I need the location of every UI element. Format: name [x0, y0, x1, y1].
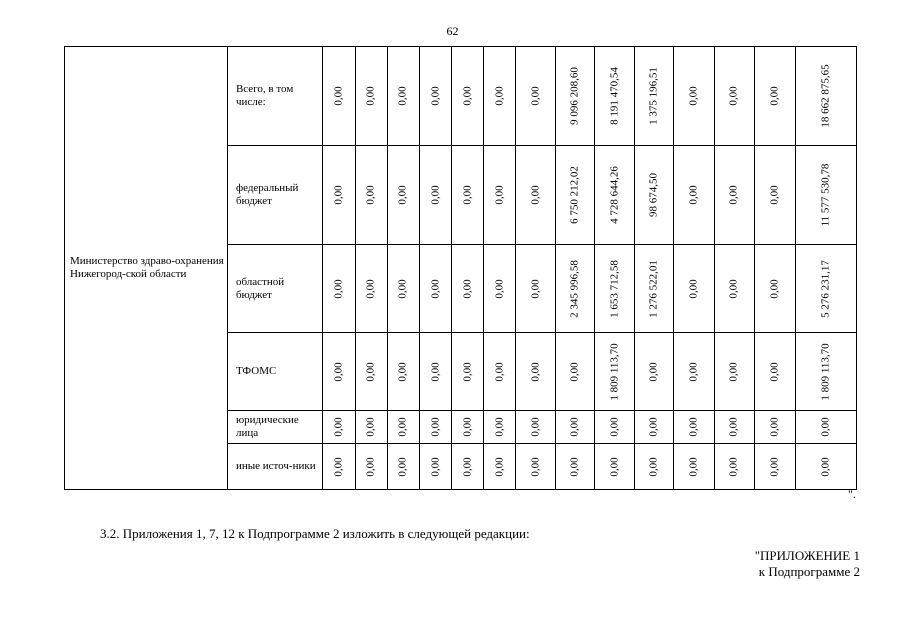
value-text: 0,00 — [768, 456, 781, 477]
value-cell — [355, 333, 387, 411]
value-cell — [452, 245, 484, 333]
value-cell — [634, 47, 673, 146]
value-cell — [484, 411, 516, 444]
value-text: 0,00 — [568, 417, 581, 437]
funding-table — [64, 46, 857, 490]
value-cell — [419, 333, 451, 411]
value-text: 0,00 — [529, 185, 542, 205]
page-number: 62 — [446, 24, 459, 38]
value-text: 0,00 — [364, 456, 377, 477]
value-text: 0,00 — [687, 185, 700, 205]
value-text: 0,00 — [332, 278, 345, 299]
value-cell — [755, 47, 795, 146]
value-cell — [674, 146, 714, 245]
value-cell — [419, 411, 451, 444]
value-text: 0,00 — [608, 456, 621, 477]
value-text: 0,00 — [396, 185, 409, 205]
value-cell — [795, 333, 856, 411]
value-text: 9 096 208,60 — [568, 67, 581, 125]
value-text: 0,00 — [493, 417, 506, 437]
value-cell — [555, 444, 594, 490]
value-text: 1 653 712,58 — [608, 259, 621, 318]
value-text: 0,00 — [461, 278, 474, 299]
value-cell — [355, 146, 387, 245]
value-text: 0,00 — [727, 86, 740, 106]
value-text: 0,00 — [364, 278, 377, 299]
value-cell — [516, 245, 555, 333]
value-text: 0,00 — [332, 185, 345, 205]
value-cell — [387, 245, 419, 333]
funding-source-cell: федеральный бюджет — [227, 146, 322, 245]
value-text: 0,00 — [332, 417, 345, 437]
value-cell — [714, 146, 754, 245]
value-cell — [795, 146, 856, 245]
value-cell — [595, 47, 634, 146]
value-cell — [419, 245, 451, 333]
value-cell — [634, 333, 673, 411]
value-cell — [795, 245, 856, 333]
value-cell — [355, 245, 387, 333]
value-text: 2 345 996,58 — [568, 259, 581, 318]
value-text: 0,00 — [364, 361, 377, 382]
value-text: 0,00 — [396, 278, 409, 299]
value-text: 0,00 — [568, 361, 581, 382]
funding-source-cell: областной бюджет — [227, 245, 322, 333]
value-cell — [595, 146, 634, 245]
value-cell — [516, 411, 555, 444]
value-cell — [555, 245, 594, 333]
value-text: 0,00 — [647, 417, 660, 437]
funding-source-cell: иные источ-ники — [227, 444, 322, 490]
value-cell — [323, 444, 355, 490]
value-cell — [714, 333, 754, 411]
value-cell — [755, 411, 795, 444]
value-cell — [674, 333, 714, 411]
value-text: 1 375 196,51 — [647, 67, 660, 125]
value-cell — [323, 411, 355, 444]
value-cell — [674, 444, 714, 490]
value-cell — [484, 146, 516, 245]
value-cell — [555, 47, 594, 146]
value-cell — [555, 411, 594, 444]
value-text: 0,00 — [493, 456, 506, 477]
value-text: 0,00 — [461, 361, 474, 382]
value-cell — [516, 333, 555, 411]
value-cell — [516, 444, 555, 490]
value-cell — [714, 411, 754, 444]
value-cell — [419, 146, 451, 245]
value-cell — [452, 47, 484, 146]
appendix-line-1: "ПРИЛОЖЕНИЕ 1 — [754, 548, 860, 563]
value-cell — [387, 146, 419, 245]
value-text: 0,00 — [396, 417, 409, 437]
value-text: 0,00 — [727, 185, 740, 205]
value-cell — [452, 444, 484, 490]
value-text: 98 674,50 — [647, 173, 660, 217]
value-text: 1 809 113,70 — [819, 342, 832, 401]
value-text: 0,00 — [461, 417, 474, 437]
value-cell — [634, 444, 673, 490]
value-cell — [674, 411, 714, 444]
value-text: 0,00 — [461, 456, 474, 477]
value-cell — [484, 245, 516, 333]
value-cell — [634, 411, 673, 444]
value-cell — [323, 47, 355, 146]
organization-cell: Министерство здраво-охранения Нижегород-ской области — [65, 47, 228, 490]
value-text: 0,00 — [687, 456, 700, 477]
value-text: 0,00 — [687, 361, 700, 382]
value-text: 0,00 — [529, 456, 542, 477]
value-cell — [795, 411, 856, 444]
value-cell — [795, 47, 856, 146]
value-text: 0,00 — [396, 361, 409, 382]
value-cell — [387, 411, 419, 444]
value-cell — [323, 245, 355, 333]
value-text: 18 662 875,65 — [819, 64, 832, 128]
appendix-heading — [755, 548, 860, 580]
value-text: 8 191 470,54 — [608, 67, 621, 125]
value-cell — [355, 411, 387, 444]
funding-source-cell: юридические лица — [227, 411, 322, 444]
value-text: 0,00 — [332, 456, 345, 477]
value-text: 0,00 — [819, 456, 832, 477]
value-text: 0,00 — [687, 86, 700, 106]
value-cell — [755, 333, 795, 411]
value-text: 1 809 113,70 — [608, 342, 621, 401]
value-cell — [484, 444, 516, 490]
value-cell — [387, 47, 419, 146]
value-cell — [595, 333, 634, 411]
value-cell — [674, 245, 714, 333]
value-text: 0,00 — [332, 86, 345, 106]
funding-source-cell: Всего, в том числе: — [227, 47, 322, 146]
value-text: 0,00 — [568, 456, 581, 477]
value-text: 0,00 — [687, 417, 700, 437]
value-text: 0,00 — [332, 361, 345, 382]
value-cell — [714, 245, 754, 333]
value-text: 0,00 — [429, 456, 442, 477]
value-text: 0,00 — [727, 361, 740, 382]
value-cell — [595, 411, 634, 444]
value-text: 0,00 — [461, 86, 474, 106]
value-cell — [387, 333, 419, 411]
value-cell — [755, 245, 795, 333]
value-text: 0,00 — [364, 185, 377, 205]
value-cell — [634, 146, 673, 245]
funding-source-cell: ТФОМС — [227, 333, 322, 411]
value-text: 0,00 — [529, 86, 542, 106]
value-cell — [555, 333, 594, 411]
value-cell — [595, 245, 634, 333]
value-text: 0,00 — [429, 86, 442, 106]
value-text: 0,00 — [529, 361, 542, 382]
value-cell — [419, 47, 451, 146]
value-cell — [419, 444, 451, 490]
value-cell — [595, 444, 634, 490]
value-text: 0,00 — [364, 86, 377, 106]
instruction-text: 3.2. Приложения 1, 7, 12 к Подпрограмме 2 изложить в следующей редакции: — [100, 526, 530, 541]
appendix-line-2: к Подпрограмме 2 — [758, 564, 860, 579]
value-text: 0,00 — [429, 185, 442, 205]
value-cell — [795, 444, 856, 490]
value-text: 0,00 — [687, 278, 700, 299]
value-cell — [452, 333, 484, 411]
value-text: 4 728 644,26 — [608, 166, 621, 224]
value-text: 0,00 — [529, 278, 542, 299]
value-cell — [755, 444, 795, 490]
table-row — [65, 47, 857, 146]
value-text: 0,00 — [768, 86, 781, 106]
value-cell — [516, 47, 555, 146]
value-cell — [387, 444, 419, 490]
value-text: 0,00 — [768, 361, 781, 382]
value-text: 0,00 — [493, 86, 506, 106]
value-cell — [323, 146, 355, 245]
value-text: 0,00 — [493, 185, 506, 205]
value-cell — [355, 47, 387, 146]
value-cell — [634, 245, 673, 333]
value-text: 1 276 522,01 — [647, 259, 660, 318]
value-text: 6 750 212,02 — [568, 166, 581, 224]
value-cell — [674, 47, 714, 146]
value-cell — [323, 333, 355, 411]
value-text: 0,00 — [396, 86, 409, 106]
value-cell — [714, 444, 754, 490]
value-text: 0,00 — [768, 185, 781, 205]
value-text: 0,00 — [647, 456, 660, 477]
value-text: 0,00 — [819, 417, 832, 437]
value-text: 0,00 — [461, 185, 474, 205]
value-cell — [714, 47, 754, 146]
value-cell — [484, 333, 516, 411]
value-text: 0,00 — [529, 417, 542, 437]
value-text: 0,00 — [608, 417, 621, 437]
value-cell — [452, 146, 484, 245]
value-text: 0,00 — [647, 361, 660, 382]
value-cell — [555, 146, 594, 245]
value-text: 0,00 — [768, 278, 781, 299]
value-text: 0,00 — [727, 417, 740, 437]
value-text: 0,00 — [493, 278, 506, 299]
value-text: 0,00 — [768, 417, 781, 437]
value-cell — [516, 146, 555, 245]
value-cell — [355, 444, 387, 490]
value-text: 0,00 — [364, 417, 377, 437]
closing-quote: ". — [848, 487, 856, 501]
value-text: 0,00 — [727, 456, 740, 477]
value-text: 5 276 231,17 — [819, 259, 832, 318]
value-cell — [452, 411, 484, 444]
value-cell — [755, 146, 795, 245]
value-text: 11 577 530,78 — [819, 163, 832, 227]
value-text: 0,00 — [727, 278, 740, 299]
value-text: 0,00 — [493, 361, 506, 382]
value-text: 0,00 — [429, 361, 442, 382]
value-cell — [484, 47, 516, 146]
value-text: 0,00 — [429, 278, 442, 299]
value-text: 0,00 — [396, 456, 409, 477]
value-text: 0,00 — [429, 417, 442, 437]
